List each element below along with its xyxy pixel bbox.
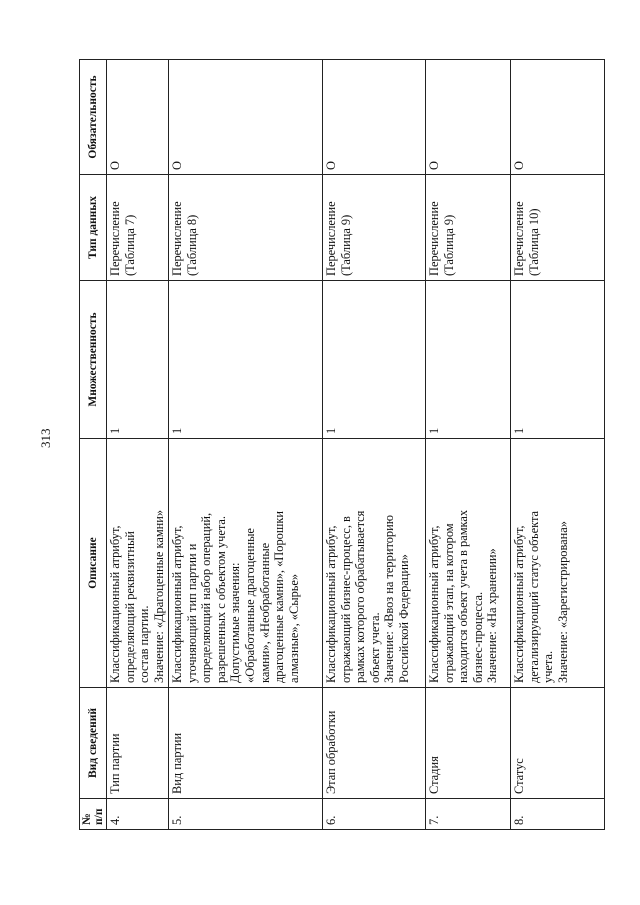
row-description [169,439,323,688]
description-line: определяющий реквизитный [122,531,137,683]
row-kind: Стадия [426,688,511,799]
description-line: отражающий бизнес-процесс, в [338,516,353,683]
description-line: камни», «Необработанные [257,542,272,683]
row-description [323,439,426,688]
row-multiplicity: 1 [169,281,323,439]
row-num: 5. [169,799,323,830]
header-mandatory: Обязательность [80,60,107,175]
row-mandatory: О [511,60,605,175]
row-multiplicity: 1 [426,281,511,439]
description-line: драгоценные камни», «Порошки [272,510,287,683]
table-row [107,60,169,830]
description-line: Значение: «Зарегистрирована» [555,521,570,683]
description-line: определяющий набор операций, [199,512,214,683]
description-line: Российской Федерации» [396,554,411,683]
description-line: Классификационный атрибут, [427,525,441,683]
row-kind: Статус [511,688,605,799]
description-line: находится объект учета в рамках [456,509,471,683]
table-row [169,60,323,830]
table-header-row [80,60,107,830]
row-data-type: Перечисление (Таблица 9) [426,175,511,281]
rotated-page-content [79,60,599,830]
row-kind: Тип партии [107,688,169,799]
table-row [426,60,511,830]
description-line: Значение: «На хранении» [485,548,500,683]
page-number: 313 [38,428,53,448]
description-line: Классификационный атрибут, [108,525,122,683]
row-kind: Этап обработки [323,688,426,799]
header-data-type: Тип данных [80,175,107,281]
row-data-type: Перечисление (Таблица 9) [323,175,426,281]
row-mandatory: О [323,60,426,175]
description-line: бизнес-процесса. [470,591,485,683]
header-num: № п/п [80,799,107,830]
row-num: 6. [323,799,426,830]
description-line: Значение: «Драгоценные камни» [151,509,166,683]
row-data-type: Перечисление (Таблица 8) [169,175,323,281]
header-description: Описание [80,439,107,688]
description-line: объект учета. [367,612,382,683]
row-num: 8. [511,799,605,830]
row-mandatory: О [107,60,169,175]
row-description [107,439,169,688]
row-num: 7. [426,799,511,830]
row-multiplicity: 1 [323,281,426,439]
description-line: «Обработанные драгоценные [242,528,257,683]
description-line: уточняющий тип партии и [184,543,199,683]
row-description [426,439,511,688]
description-line: отражающий этап, на котором [441,523,456,683]
header-multiplicity: Множественность [80,281,107,439]
row-kind: Вид партии [169,688,323,799]
description-line: детализирующий статус объекта [526,510,541,683]
description-line: разрешенных с объектом учета. [213,516,228,683]
row-multiplicity: 1 [511,281,605,439]
row-num: 4. [107,799,169,830]
description-line: состав партии. [137,605,152,683]
attributes-table [79,59,605,830]
description-line: Классификационный атрибут, [512,525,526,683]
row-mandatory: О [169,60,323,175]
table-row [323,60,426,830]
header-kind: Вид сведений [80,688,107,799]
row-description [511,439,605,688]
description-line: алмазные», «Сырье» [286,573,301,683]
description-line: Классификационный атрибут, [324,525,338,683]
description-line: Классификационный атрибут, [170,525,184,683]
description-line: Допустимые значения: [228,562,243,683]
description-line: Значение: «Ввоз на территорию [382,515,397,683]
description-line: учета. [541,650,556,683]
row-data-type: Перечисление (Таблица 10) [511,175,605,281]
description-line: рамках которого обрабатывается [353,510,368,683]
table-row [511,60,605,830]
row-mandatory: О [426,60,511,175]
row-data-type: Перечисление (Таблица 7) [107,175,169,281]
row-multiplicity: 1 [107,281,169,439]
